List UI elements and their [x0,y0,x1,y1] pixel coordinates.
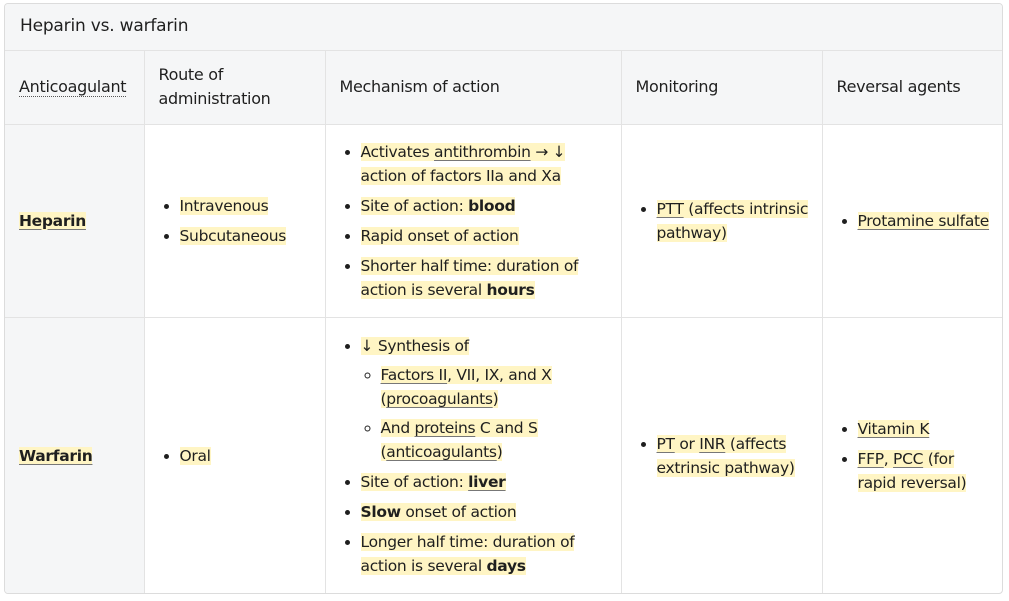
list-item: • Site of action: liver [361,470,609,494]
list-item: ◦ Factors II, VII, IX, and X (procoagulants) [381,363,609,411]
list-item: • Subcutaneous [180,224,313,248]
list-item: • Site of action: blood [361,194,609,218]
list-item: • FFP, PCC (for rapid reversal) [858,447,993,495]
header-route: Route of administration [144,51,325,124]
list-item: • Shorter half time: duration of action is several hours [361,254,609,302]
list-item [858,417,993,441]
warfarin-route-cell [144,317,325,594]
header-mechanism: Mechanism of action [325,51,621,124]
list-item: ◦ And proteins C and S (anticoagulants) [381,416,609,464]
link-factors-ii[interactable]: Factors II [380,366,448,385]
header-monitoring: Monitoring [621,51,822,124]
link-ffp[interactable]: FFP [857,450,884,469]
heparin-monitoring-cell [621,124,822,317]
header-anticoagulant[interactable]: Anticoagulant [5,51,144,124]
warfarin-monitoring-cell [621,317,822,594]
comparison-table-card [4,3,1003,594]
link-anticoagulants[interactable]: anticoagulants [386,443,497,462]
comparison-table [5,51,1003,594]
drug-name-heparin[interactable]: Heparin [5,124,144,317]
list-item [858,209,993,233]
list-item: • PTT (affects intrinsic pathway) [657,197,810,245]
warfarin-reversal-cell [822,317,1003,594]
link-protamine-sulfate[interactable]: Protamine sulfate [857,211,990,230]
list-item: • Oral [180,444,313,468]
link-pcc[interactable]: PCC [893,450,924,469]
table-caption: Heparin vs. warfarin [5,4,1002,51]
list-item: • Slow onset of action [361,500,609,524]
link-procoagulants[interactable]: procoagulants [386,390,493,409]
link-proteins[interactable]: proteins [414,419,476,438]
list-item: • Intravenous [180,194,313,218]
link-vitamin-k[interactable]: Vitamin K [857,420,930,439]
table-row-warfarin [5,317,1003,594]
header-reversal: Reversal agents [822,51,1003,124]
header-row [5,51,1003,124]
link-ptt[interactable]: PTT [656,199,684,218]
list-item: • Rapid onset of action [361,224,609,248]
list-item: • Longer half time: duration of action is several days [361,530,609,578]
list-item: • PT or INR (affects extrinsic pathway) [657,432,810,480]
link-inr[interactable]: INR [699,435,726,454]
warfarin-mechanism-cell [325,317,621,594]
heparin-reversal-cell [822,124,1003,317]
link-pt[interactable]: PT [656,435,675,454]
list-item: • ↓ Synthesis of ◦ Factors II, VII, IX, and X (procoagulants) ◦ And proteins C and S (anticoagulants) [361,334,609,464]
list-item: • Activates antithrombin → ↓ action of factors IIa and Xa [361,140,609,188]
link-antithrombin[interactable]: antithrombin [434,142,531,161]
heparin-route-cell [144,124,325,317]
heparin-mechanism-cell [325,124,621,317]
link-liver[interactable]: liver [468,473,506,492]
drug-name-warfarin[interactable]: Warfarin [5,317,144,594]
table-row-heparin [5,124,1003,317]
